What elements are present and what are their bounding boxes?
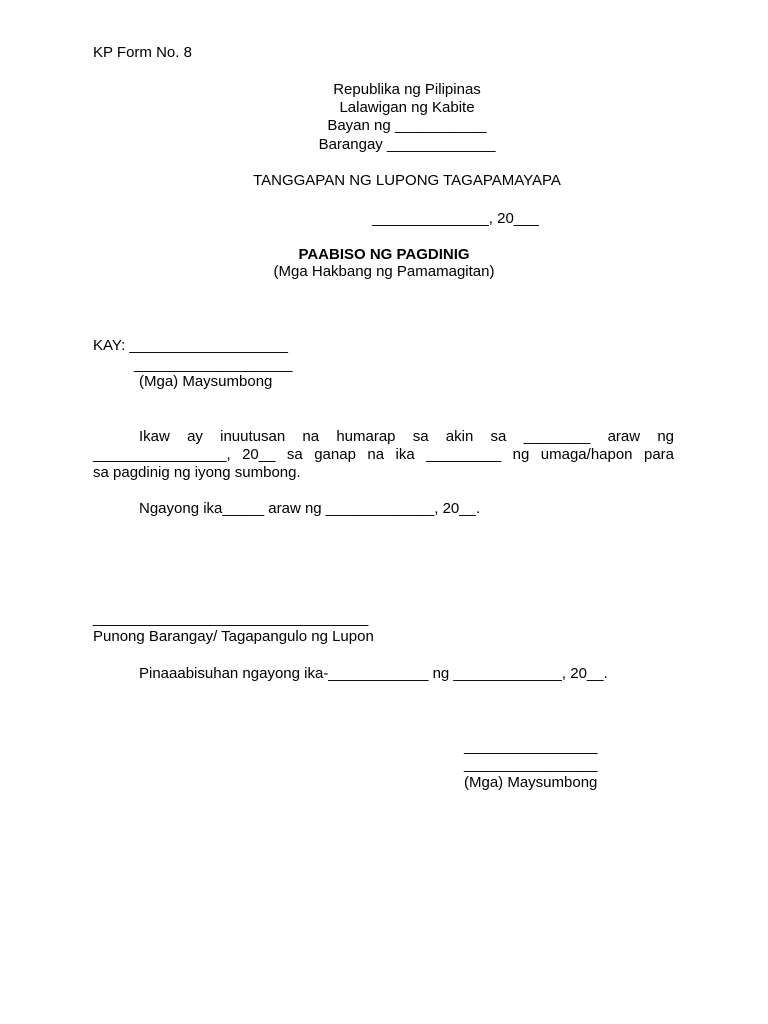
signature-line: _________________________________ [93,610,369,627]
complainant-signature-line-1: ________________ [464,738,598,755]
body-line-2: ________________, 20__ sa ganap na ika _________ ng umaga/hapon para [93,446,674,463]
recipient-kay-line: KAY: ___________________ [93,337,288,354]
header-barangay: Barangay _____________ [318,136,496,153]
recipient-second-line: ___________________ [134,356,293,373]
body-line-1: Ikaw ay inuutusan na humarap sa akin sa ________ araw ng [139,428,674,445]
office-name: TANGGAPAN NG LUPONG TAGAPAMAYAPA [253,172,561,189]
complainant-signature-line-2: ________________ [464,756,598,773]
dated-line: Ngayong ika_____ araw ng _____________, 20__. [139,500,481,517]
signatory-title: Punong Barangay/ Tagapangulo ng Lupon [93,628,374,645]
header-province: Lalawigan ng Kabite [339,99,475,116]
body-line-3: sa pagdinig ng iyong sumbong. [93,464,301,481]
date-line: ______________, 20___ [372,210,539,227]
complainant-label: (Mga) Maysumbong [464,774,598,791]
document-subtitle: (Mga Hakbang ng Pamamagitan) [273,263,495,280]
notified-line: Pinaaabisuhan ngayong ika-____________ ng _____________, 20__. [139,665,608,682]
recipient-label: (Mga) Maysumbong [139,373,273,390]
header-republic: Republika ng Pilipinas [333,81,481,98]
document-title: PAABISO NG PAGDINIG [298,246,470,263]
header-town: Bayan ng ___________ [327,117,487,134]
form-number: KP Form No. 8 [93,44,192,61]
